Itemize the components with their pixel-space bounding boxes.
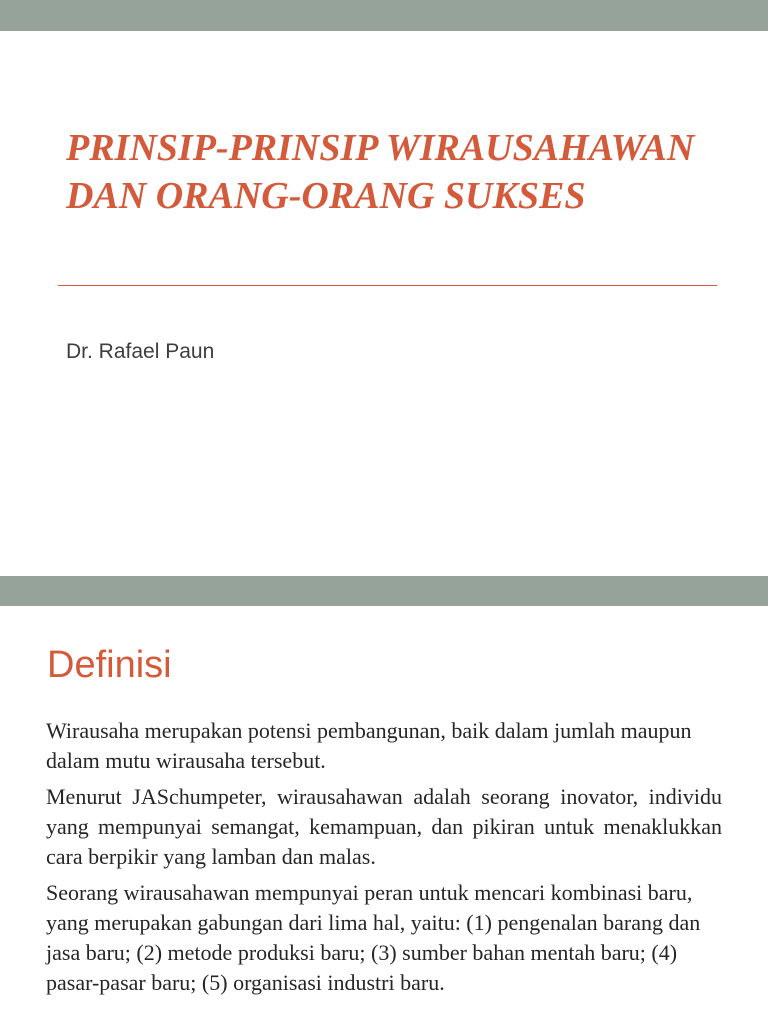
slide-title: PRINSIP-PRINSIP WIRAUSAHAWAN DAN ORANG-ORANG SUKSES: [66, 127, 695, 217]
body-paragraph: Menurut JASchumpeter, wirausahawan adalah seorang inovator, individu yang mempunyai semangat, kemampuan, dan pikiran untuk menaklukkan cara berpikir yang lamban dan malas.: [46, 784, 722, 869]
title-divider: [58, 285, 717, 286]
definition-slide: [0, 576, 768, 1024]
slide-heading: Definisi: [47, 644, 172, 686]
slide-header-band: [0, 0, 768, 31]
slide-subtitle-author: Dr. Rafael Paun: [66, 340, 215, 363]
slide-body: [46, 716, 722, 1004]
body-paragraph: Wirausaha merupakan potensi pembangunan, baik dalam jumlah maupun dalam mutu wirausaha tersebut.: [46, 718, 692, 773]
body-paragraph: Seorang wirausahawan mempunyai peran untuk mencari kombinasi baru, yang merupakan gabungan dari lima hal, yaitu: (1) pengenalan barang dan jasa baru; (2) metode produksi baru; (3) sumber bahan mentah baru; (4) pasar-pasar baru; (5) organisasi industri baru.: [46, 880, 701, 995]
slide-header-band: [0, 576, 768, 606]
